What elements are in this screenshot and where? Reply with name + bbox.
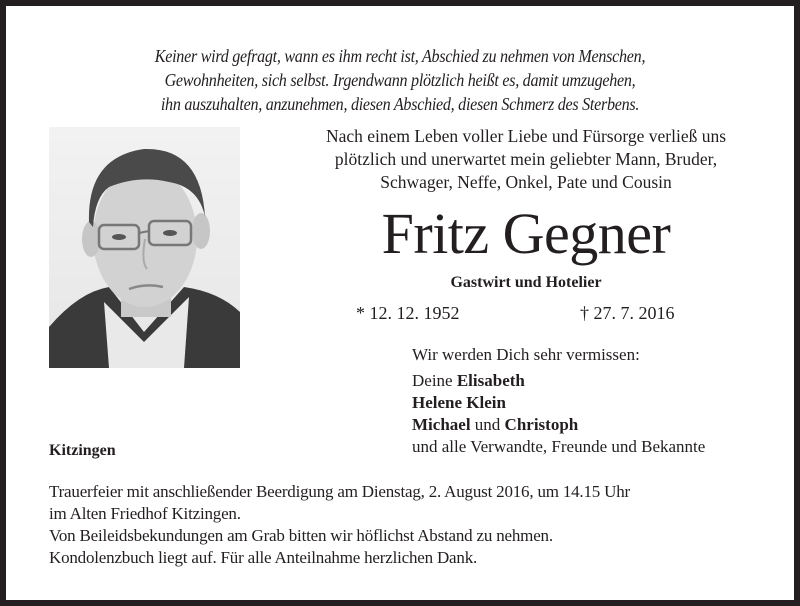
intro-line: Schwager, Neffe, Onkel, Pate und Cousin (380, 172, 672, 192)
mourner-prefix: Deine (412, 371, 457, 390)
mourner-line: und alle Verwandte, Freunde und Bekannte (412, 437, 706, 456)
intro-line: plötzlich und unerwartet mein geliebter Mann, Bruder, (334, 149, 718, 169)
birth-date: * 12. 12. 1952 (356, 303, 460, 323)
mourners-list (412, 370, 705, 458)
mourner-name: Helene Klein (412, 393, 506, 412)
mourner-joiner: und (470, 415, 505, 434)
portrait-photo (49, 127, 240, 368)
death-date: † 27. 7. 2016 (580, 303, 675, 323)
deceased-profession: Gastwirt und Hotelier (450, 274, 602, 291)
mourner-line (412, 392, 705, 414)
portrait-image (49, 127, 240, 368)
place-name: Kitzingen (49, 442, 116, 459)
motto-line: ihn auszuhalten, anzunehmen, diesen Abschied, diesen Schmerz des Sterbens. (160, 94, 640, 114)
footer-line: Von Beileidsbekundungen am Grab bitten wir höflichst Abstand zu nehmen. (49, 526, 553, 545)
footer-line: im Alten Friedhof Kitzingen. (49, 504, 241, 523)
footer-line: Kondolenzbuch liegt auf. Für alle Anteilnahme herzlichen Dank. (49, 548, 478, 567)
mourner-name: Christoph (504, 415, 579, 434)
mourner-name: Michael (412, 415, 471, 434)
intro-line: Nach einem Leben voller Liebe und Fürsorge verließ uns (325, 126, 727, 146)
footer-line: Trauerfeier mit anschließender Beerdigung am Dienstag, 2. August 2016, um 14.15 Uhr (49, 482, 630, 501)
deceased-name: Fritz Gegner (381, 201, 671, 266)
mourner-line (412, 370, 705, 392)
mourner-name: Elisabeth (456, 371, 525, 390)
motto-line: Gewohnheiten, sich selbst. Irgendwann plötzlich heißt es, damit umzugehen, (164, 70, 636, 90)
funeral-details (49, 481, 789, 569)
motto-line: Keiner wird gefragt, wann es ihm recht ist, Abschied zu nehmen von Menschen, (154, 46, 646, 66)
intro-text (276, 125, 776, 194)
motto-quote (38, 44, 763, 116)
obituary-card (6, 6, 794, 600)
mourner-line (412, 414, 705, 436)
mourners-heading: Wir werden Dich sehr vermissen: (412, 345, 640, 364)
